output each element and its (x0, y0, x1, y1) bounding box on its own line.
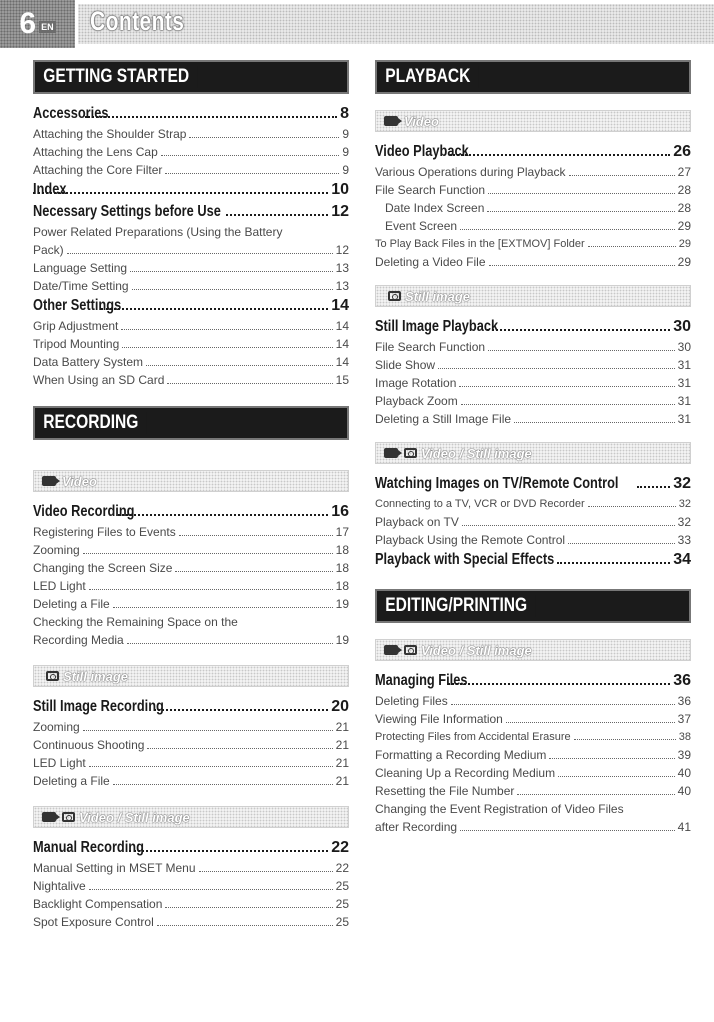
left-column (33, 60, 349, 931)
entry-page-number: 36 (677, 694, 691, 708)
entry-page-number: 28 (677, 201, 691, 215)
toc-sub-entry (33, 559, 349, 577)
video-camera-icon (42, 476, 56, 486)
dot-leader (127, 643, 333, 644)
toc-sub-entry (33, 541, 349, 559)
entry-page-number: 37 (677, 712, 691, 726)
toc-sub-entry (375, 253, 691, 271)
video-camera-icon (384, 645, 398, 655)
toc-sub-entry (33, 161, 349, 179)
entry-page-number: 33 (677, 533, 691, 547)
entry-page-number: 29 (677, 219, 691, 233)
dot-leader (488, 193, 675, 194)
dot-leader (179, 535, 333, 536)
entry-title: Connecting to a TV, VCR or DVD Recorder (375, 498, 585, 510)
dot-leader (460, 229, 675, 230)
subsection-bar-video-still: Video / Still image (375, 639, 691, 661)
still-camera-icon (404, 645, 417, 655)
toc-sub-entry (33, 895, 349, 913)
dot-leader (487, 211, 674, 212)
subsection-bar-video-still: Video / Still image (33, 806, 349, 828)
toc-entry-text: Changing the Event Registration of Video Files (375, 802, 624, 816)
entry-page-number: 32 (678, 498, 691, 510)
toc-sub-entry (375, 692, 691, 710)
entry-page-number: 13 (335, 279, 349, 293)
dot-leader (67, 253, 333, 254)
entry-title: File Search Function (375, 340, 486, 354)
entry-page-number: 12 (335, 243, 349, 257)
dot-leader (85, 116, 337, 118)
entry-title: Formatting a Recording Medium (375, 748, 547, 762)
subsection-bar-video: Video (33, 470, 349, 492)
still-camera-icon (62, 812, 75, 822)
entry-title: LED Light (33, 756, 86, 770)
language-badge: EN (41, 22, 54, 32)
toc-list-tv-playback (375, 473, 691, 571)
dot-leader (226, 214, 329, 216)
entry-title: Cleaning Up a Recording Medium (375, 766, 556, 780)
entry-page-number: 9 (342, 145, 349, 159)
entry-page-number: 19 (335, 633, 349, 647)
entry-page-number: 19 (335, 597, 349, 611)
entry-title: Language Setting (33, 261, 128, 275)
entry-page-number: 17 (335, 525, 349, 539)
toc-sub-entry (375, 217, 691, 235)
toc-sub-entry (33, 736, 349, 754)
toc-sub-entry (33, 913, 349, 931)
entry-page-number: 31 (677, 394, 691, 408)
entry-title: Date/Time Setting (33, 279, 129, 293)
entry-page-number: 14 (335, 355, 349, 369)
toc-sub-entry (33, 317, 349, 335)
entry-title: Slide Show (375, 358, 436, 372)
entry-page-number: 18 (335, 543, 349, 557)
toc-list-still-recording (33, 696, 349, 790)
dot-leader (189, 137, 339, 138)
toc-sub-entry (33, 595, 349, 613)
entry-title: Data Battery System (33, 355, 144, 369)
dot-leader (83, 553, 333, 554)
dot-leader (489, 265, 675, 266)
entry-title: Deleting a Video File (375, 255, 486, 269)
toc-sub-entry (33, 859, 349, 877)
dot-leader (558, 776, 675, 777)
entry-title: Date Index Screen (385, 201, 485, 215)
toc-sub-entry (375, 818, 691, 836)
toc-list-managing-files (375, 670, 691, 836)
toc-sub-entry (375, 374, 691, 392)
entry-page-number: 40 (677, 766, 691, 780)
entry-page-number: 16 (331, 503, 349, 520)
entry-title: Index (33, 181, 67, 198)
toc-list-getting-started (33, 103, 349, 389)
entry-page-number: 14 (335, 337, 349, 351)
toc-sub-entry (33, 277, 349, 295)
entry-title: Continuous Shooting (33, 738, 145, 752)
entry-title: Backlight Compensation (33, 897, 163, 911)
entry-title: Attaching the Shoulder Strap (33, 127, 187, 141)
toc-sub-entry (375, 181, 691, 199)
dot-leader (568, 543, 675, 544)
entry-page-number: 8 (340, 105, 349, 122)
toc-sub-entry (33, 631, 349, 649)
toc-main-entry (33, 103, 349, 125)
toc-sub-entry (33, 772, 349, 790)
entry-title: Manual Recording (33, 839, 144, 856)
dot-leader (165, 907, 332, 908)
dot-leader (167, 383, 332, 384)
entry-page-number: 18 (335, 561, 349, 575)
entry-page-number: 25 (335, 879, 349, 893)
toc-sub-entry (33, 877, 349, 895)
entry-page-number: 12 (331, 203, 349, 220)
dot-leader (459, 386, 674, 387)
toc-list-video-playback (375, 141, 691, 271)
entry-title: Deleting Files (375, 694, 448, 708)
entry-title: Watching Images on TV/Remote Control (375, 475, 619, 492)
entry-title: Video Recording (33, 503, 135, 520)
toc-sub-entry (375, 410, 691, 428)
dot-leader (101, 308, 328, 310)
dot-leader (448, 683, 670, 685)
entry-title: Protecting Files from Accidental Erasure (375, 731, 571, 743)
toc-main-entry (33, 696, 349, 718)
entry-page-number: 20 (331, 698, 349, 715)
entry-page-number: 21 (335, 756, 349, 770)
toc-sub-entry (375, 392, 691, 410)
toc-sub-entry (375, 710, 691, 728)
entry-title: Necessary Settings before Use (33, 203, 221, 220)
entry-page-number: 21 (335, 720, 349, 734)
entry-title: Image Rotation (375, 376, 457, 390)
video-camera-icon (384, 448, 398, 458)
toc-sub-entry (33, 371, 349, 389)
entry-page-number: 27 (677, 165, 691, 179)
subsection-bar-still-image: Still image (375, 285, 691, 307)
entry-title: Various Operations during Playback (375, 165, 566, 179)
entry-page-number: 38 (678, 731, 691, 743)
entry-page-number: 26 (673, 143, 691, 160)
dot-leader (451, 704, 675, 705)
entry-page-number: 22 (335, 861, 349, 875)
entry-page-number: 29 (677, 255, 691, 269)
entry-title: Pack) (33, 243, 64, 257)
entry-page-number: 22 (331, 839, 349, 856)
still-camera-icon (388, 291, 401, 301)
toc-main-entry (33, 201, 349, 223)
entry-title: Zooming (33, 543, 80, 557)
toc-entry-text: Checking the Remaining Space on the (33, 615, 238, 629)
page-title: Contents (90, 6, 185, 36)
toc-sub-entry (33, 143, 349, 161)
entry-page-number: 31 (677, 412, 691, 426)
entry-page-number: 18 (335, 579, 349, 593)
entry-title: Playback Zoom (375, 394, 458, 408)
section-header-recording: RECORDING (33, 406, 349, 440)
dot-leader (89, 766, 333, 767)
dot-leader (549, 758, 674, 759)
video-camera-icon (42, 812, 56, 822)
dot-leader (517, 794, 674, 795)
subsection-bar-video-still: Video / Still image (375, 442, 691, 464)
toc-sub-entry (375, 495, 691, 513)
toc-main-entry (375, 316, 691, 338)
entry-page-number: 32 (677, 515, 691, 529)
section-header-getting-started: GETTING STARTED (33, 60, 349, 94)
dot-leader (438, 368, 675, 369)
page-header (0, 0, 714, 48)
entry-title: Still Image Recording (33, 698, 164, 715)
toc-sub-entry (33, 577, 349, 595)
dot-leader (569, 175, 675, 176)
dot-leader (574, 739, 676, 740)
entry-page-number: 29 (678, 238, 691, 250)
dot-leader (146, 365, 333, 366)
dot-leader (121, 329, 332, 330)
entry-page-number: 39 (677, 748, 691, 762)
entry-page-number: 14 (331, 297, 349, 314)
entry-title: Spot Exposure Control (33, 915, 154, 929)
toc-sub-entry (375, 764, 691, 782)
dot-leader (462, 525, 675, 526)
entry-title: Deleting a File (33, 597, 110, 611)
toc-main-entry (33, 837, 349, 859)
toc-sub-entry (33, 754, 349, 772)
entry-title: LED Light (33, 579, 86, 593)
entry-page-number: 10 (331, 181, 349, 198)
still-camera-icon (404, 448, 417, 458)
dot-leader (165, 173, 339, 174)
dot-leader (199, 871, 333, 872)
entry-page-number: 9 (342, 163, 349, 177)
entry-page-number: 25 (335, 897, 349, 911)
entry-title: Still Image Playback (375, 318, 499, 335)
entry-page-number: 28 (677, 183, 691, 197)
dot-leader (129, 850, 328, 852)
toc-main-entry (33, 501, 349, 523)
dot-leader (33, 192, 329, 194)
page-number: 6 (19, 7, 37, 40)
entry-title: Attaching the Core Filter (33, 163, 163, 177)
toc-list-video-recording (33, 501, 349, 649)
entry-title: Viewing File Information (375, 712, 503, 726)
dot-leader (637, 486, 670, 488)
entry-page-number: 30 (677, 340, 691, 354)
entry-title: Deleting a Still Image File (375, 412, 512, 426)
toc-entry-text: Power Related Preparations (Using the Battery (33, 225, 283, 239)
entry-page-number: 32 (673, 475, 691, 492)
entry-title: Zooming (33, 720, 80, 734)
dot-leader (450, 154, 670, 156)
entry-page-number: 36 (673, 672, 691, 689)
toc-sub-entry (33, 259, 349, 277)
toc-sub-entry (375, 356, 691, 374)
entry-page-number: 14 (335, 319, 349, 333)
dot-leader (130, 271, 333, 272)
dot-leader (461, 404, 675, 405)
page-number-box (0, 0, 75, 48)
toc-sub-entry (375, 728, 691, 746)
toc-sub-entry (33, 335, 349, 353)
dot-leader (506, 722, 675, 723)
subsection-bar-video: Video (375, 110, 691, 132)
dot-leader (122, 347, 332, 348)
toc-main-entry (375, 670, 691, 692)
entry-page-number: 30 (673, 318, 691, 335)
toc-sub-entry (375, 746, 691, 764)
entry-title: Changing the Screen Size (33, 561, 173, 575)
dot-leader (113, 607, 333, 608)
entry-page-number: 34 (673, 551, 691, 568)
dot-leader (89, 889, 333, 890)
dot-leader (118, 514, 329, 516)
entry-title: Accessories (33, 105, 109, 122)
right-column (375, 60, 691, 836)
entry-title: after Recording (375, 820, 458, 834)
dot-leader (113, 784, 333, 785)
toc-sub-entry (33, 125, 349, 143)
toc-sub-entry (375, 531, 691, 549)
toc-sub-entry (375, 235, 691, 253)
entry-page-number: 25 (335, 915, 349, 929)
toc-main-entry (375, 473, 691, 495)
dot-leader (147, 748, 332, 749)
entry-page-number: 21 (335, 738, 349, 752)
entry-title: Video Playback (375, 143, 469, 160)
entry-page-number: 40 (677, 784, 691, 798)
toc-main-entry (375, 549, 691, 571)
entry-page-number: 31 (677, 376, 691, 390)
dot-leader (154, 709, 328, 711)
entry-title: Grip Adjustment (33, 319, 119, 333)
entry-title: Deleting a File (33, 774, 110, 788)
entry-page-number: 31 (677, 358, 691, 372)
entry-title: Nightalive (33, 879, 86, 893)
dot-leader (157, 925, 333, 926)
entry-title: Playback Using the Remote Control (375, 533, 566, 547)
subsection-bar-still-image: Still image (33, 665, 349, 687)
dot-leader (588, 506, 676, 507)
section-header-editing-printing: EDITING/PRINTING (375, 589, 691, 623)
toc-sub-entry (33, 718, 349, 736)
entry-page-number: 41 (677, 820, 691, 834)
entry-page-number: 9 (342, 127, 349, 141)
toc-list-manual-recording (33, 837, 349, 931)
dot-leader (83, 730, 333, 731)
dot-leader (514, 422, 675, 423)
entry-page-number: 15 (335, 373, 349, 387)
entry-page-number: 13 (335, 261, 349, 275)
entry-title: File Search Function (375, 183, 486, 197)
dot-leader (588, 246, 676, 247)
entry-title: Tripod Mounting (33, 337, 120, 351)
entry-title: Resetting the File Number (375, 784, 515, 798)
toc-main-entry (375, 141, 691, 163)
entry-title: To Play Back Files in the [EXTMOV] Folder (375, 238, 585, 250)
entry-title: Recording Media (33, 633, 124, 647)
section-header-playback: PLAYBACK (375, 60, 691, 94)
entry-page-number: 21 (335, 774, 349, 788)
toc-sub-entry (375, 513, 691, 531)
video-camera-icon (384, 116, 398, 126)
toc-sub-entry (33, 523, 349, 541)
toc-main-entry (33, 179, 349, 201)
dot-leader (487, 329, 671, 331)
entry-title: Event Screen (385, 219, 458, 233)
dot-leader (175, 571, 332, 572)
entry-title: Other Settings (33, 297, 122, 314)
dot-leader (132, 289, 333, 290)
toc-sub-entry (375, 199, 691, 217)
dot-leader (488, 350, 675, 351)
toc-sub-entry (375, 782, 691, 800)
entry-title: Attaching the Lens Cap (33, 145, 158, 159)
still-camera-icon (46, 671, 59, 681)
toc-main-entry (33, 295, 349, 317)
dot-leader (460, 830, 675, 831)
toc-sub-entry (33, 353, 349, 371)
entry-title: Playback on TV (375, 515, 459, 529)
entry-title: Managing Files (375, 672, 468, 689)
entry-title: When Using an SD Card (33, 373, 165, 387)
toc-sub-entry (375, 338, 691, 356)
toc-list-still-playback (375, 316, 691, 428)
entry-title: Registering Files to Events (33, 525, 176, 539)
toc-sub-entry (33, 241, 349, 259)
dot-leader (161, 155, 340, 156)
entry-title: Playback with Special Effects (375, 551, 555, 568)
entry-title: Manual Setting in MSET Menu (33, 861, 196, 875)
dot-leader (557, 562, 670, 564)
dot-leader (89, 589, 333, 590)
toc-sub-entry (375, 163, 691, 181)
